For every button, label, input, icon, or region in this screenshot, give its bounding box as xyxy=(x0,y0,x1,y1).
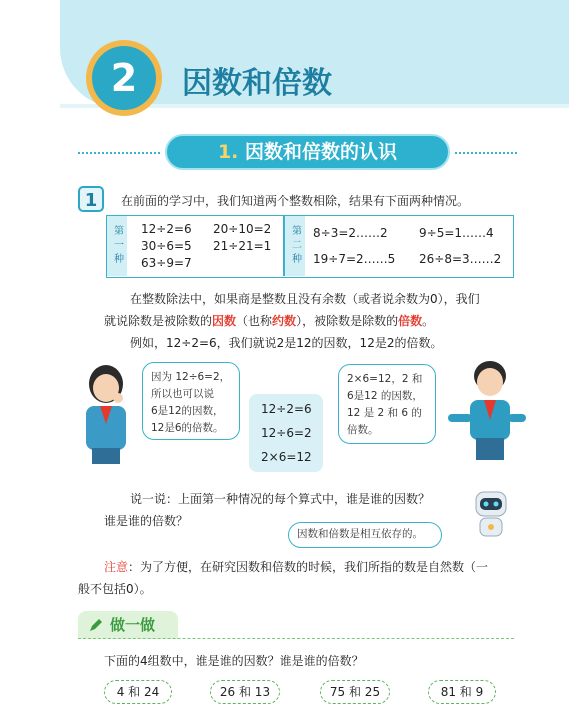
center-eq: 12÷6=2 xyxy=(261,426,312,440)
note-line2: 般不包括0）。 xyxy=(78,582,152,596)
note-line1: 注意：为了方便，在研究因数和倍数的时候，我们所指的数是自然数（一 xyxy=(104,560,489,574)
type1-eq: 30÷6=5 xyxy=(141,239,192,253)
term-factor: 因数 xyxy=(212,314,237,328)
type1-eq: 12÷2=6 xyxy=(141,222,192,236)
number-pair: 81 和 9 xyxy=(428,680,496,704)
type2-tag: 第二种 xyxy=(285,216,305,276)
number-pair: 26 和 13 xyxy=(210,680,280,704)
section-title xyxy=(165,134,450,170)
do-one-question: 下面的4组数中，谁是谁的因数？谁是谁的倍数？ xyxy=(104,654,364,668)
example-line: 例如，12÷2=6，我们就说2是12的因数，12是2的倍数。 xyxy=(130,336,443,350)
division-table xyxy=(106,215,514,278)
type2-eq: 8÷3=2……2 xyxy=(313,226,388,240)
type1-tag: 第一种 xyxy=(107,216,127,276)
robot-illustration xyxy=(466,488,516,544)
term-multiple: 倍数 xyxy=(398,314,423,328)
example-intro: 在前面的学习中，我们知道两个整数相除，结果有下面两种情况。 xyxy=(121,194,470,208)
do-one-divider xyxy=(78,638,514,639)
number-pair: 75 和 25 xyxy=(320,680,390,704)
type1-eq: 63÷9=7 xyxy=(141,256,192,270)
number-pair: 4 和 24 xyxy=(104,680,172,704)
definition-line2: 就说除数是被除数的因数（也称约数），被除数是除数的倍数。 xyxy=(104,314,435,328)
robot-speech-bubble: 因数和倍数是相互依存的。 xyxy=(288,522,442,548)
do-one-label: 做一做 xyxy=(110,616,156,634)
boy-illustration xyxy=(444,356,530,464)
say-line2: 谁是谁的倍数？ xyxy=(104,514,189,528)
section-number: 1. xyxy=(217,141,239,163)
note-label: 注意 xyxy=(104,560,129,574)
type2-eq: 9÷5=1……4 xyxy=(419,226,494,240)
equations-box xyxy=(249,394,323,472)
boy-speech-bubble: 2×6=12，2 和 6是12 的因数， 12 是 2 和 6 的 倍数。 xyxy=(338,364,436,444)
section-dots-left xyxy=(78,152,160,154)
chapter-title: 因数和倍数 xyxy=(182,66,332,101)
center-eq: 2×6=12 xyxy=(261,450,312,464)
girl-illustration xyxy=(72,362,142,470)
term-divisor: 约数 xyxy=(272,314,297,328)
type1-eq: 21÷21=1 xyxy=(213,239,272,253)
section-title-text: 因数和倍数的认识 xyxy=(245,141,398,163)
type2-eq: 26÷8=3……2 xyxy=(419,252,502,266)
type1-eq: 20÷10=2 xyxy=(213,222,272,236)
section-dots-right xyxy=(455,152,517,154)
pencil-icon xyxy=(88,617,104,633)
type2-eq: 19÷7=2……5 xyxy=(313,252,396,266)
chapter-number: 2 xyxy=(92,46,156,110)
girl-speech-bubble: 因为 12÷6=2， 所以也可以说 6是12的因数， 12是6的倍数。 xyxy=(142,362,240,440)
center-eq: 12÷2=6 xyxy=(261,402,312,416)
say-line1: 说一说：上面第一种情况的每个算式中，谁是谁的因数？ xyxy=(130,492,431,506)
example-number: 1 xyxy=(78,186,104,212)
definition-line1: 在整数除法中，如果商是整数且没有余数（或者说余数为0），我们 xyxy=(130,292,480,306)
